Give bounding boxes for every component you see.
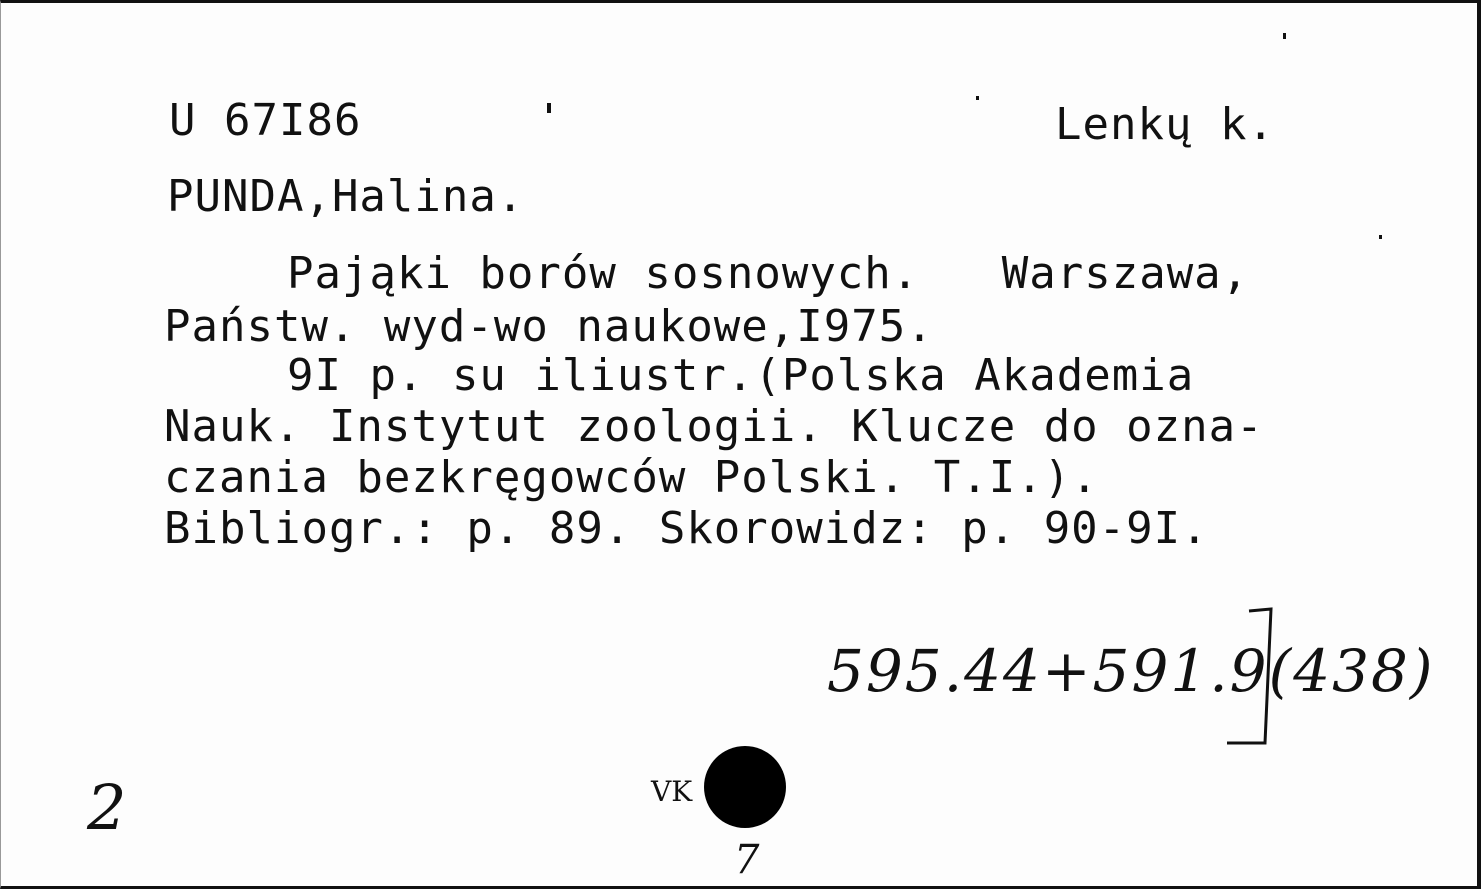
collection-label: Lenkų k.	[1055, 99, 1275, 150]
stamp-label: VK	[651, 775, 693, 808]
handwritten-mark-left: 2	[87, 771, 127, 844]
classification-bracket	[1219, 603, 1289, 753]
black-dot-stamp	[704, 746, 786, 828]
speck	[976, 96, 979, 100]
title-line: Pająki borów sosnowych. Warszawa,	[287, 248, 1250, 299]
speck	[547, 103, 551, 113]
bibliography-line: Bibliogr.: p. 89. Skorowidz: p. 90-9I.	[164, 503, 1209, 554]
classification-number: 595.44+591.9(438)	[827, 637, 1435, 705]
speck	[1283, 33, 1286, 39]
pagination-line: 9I p. su iliustr.(Polska Akademia	[287, 350, 1195, 401]
series-line-continued: czania bezkręgowców Polski. T.I.).	[164, 452, 1099, 503]
series-line: Nauk. Instytut zoologii. Klucze do ozna-	[164, 401, 1264, 452]
author-heading: PUNDA,Halina.	[167, 171, 525, 222]
call-number: U 67I86	[169, 95, 362, 146]
speck	[1379, 235, 1382, 239]
publisher-line: Państw. wyd-wo naukowe,I975.	[164, 301, 934, 352]
handwritten-mark-bottom: 7	[734, 837, 760, 883]
